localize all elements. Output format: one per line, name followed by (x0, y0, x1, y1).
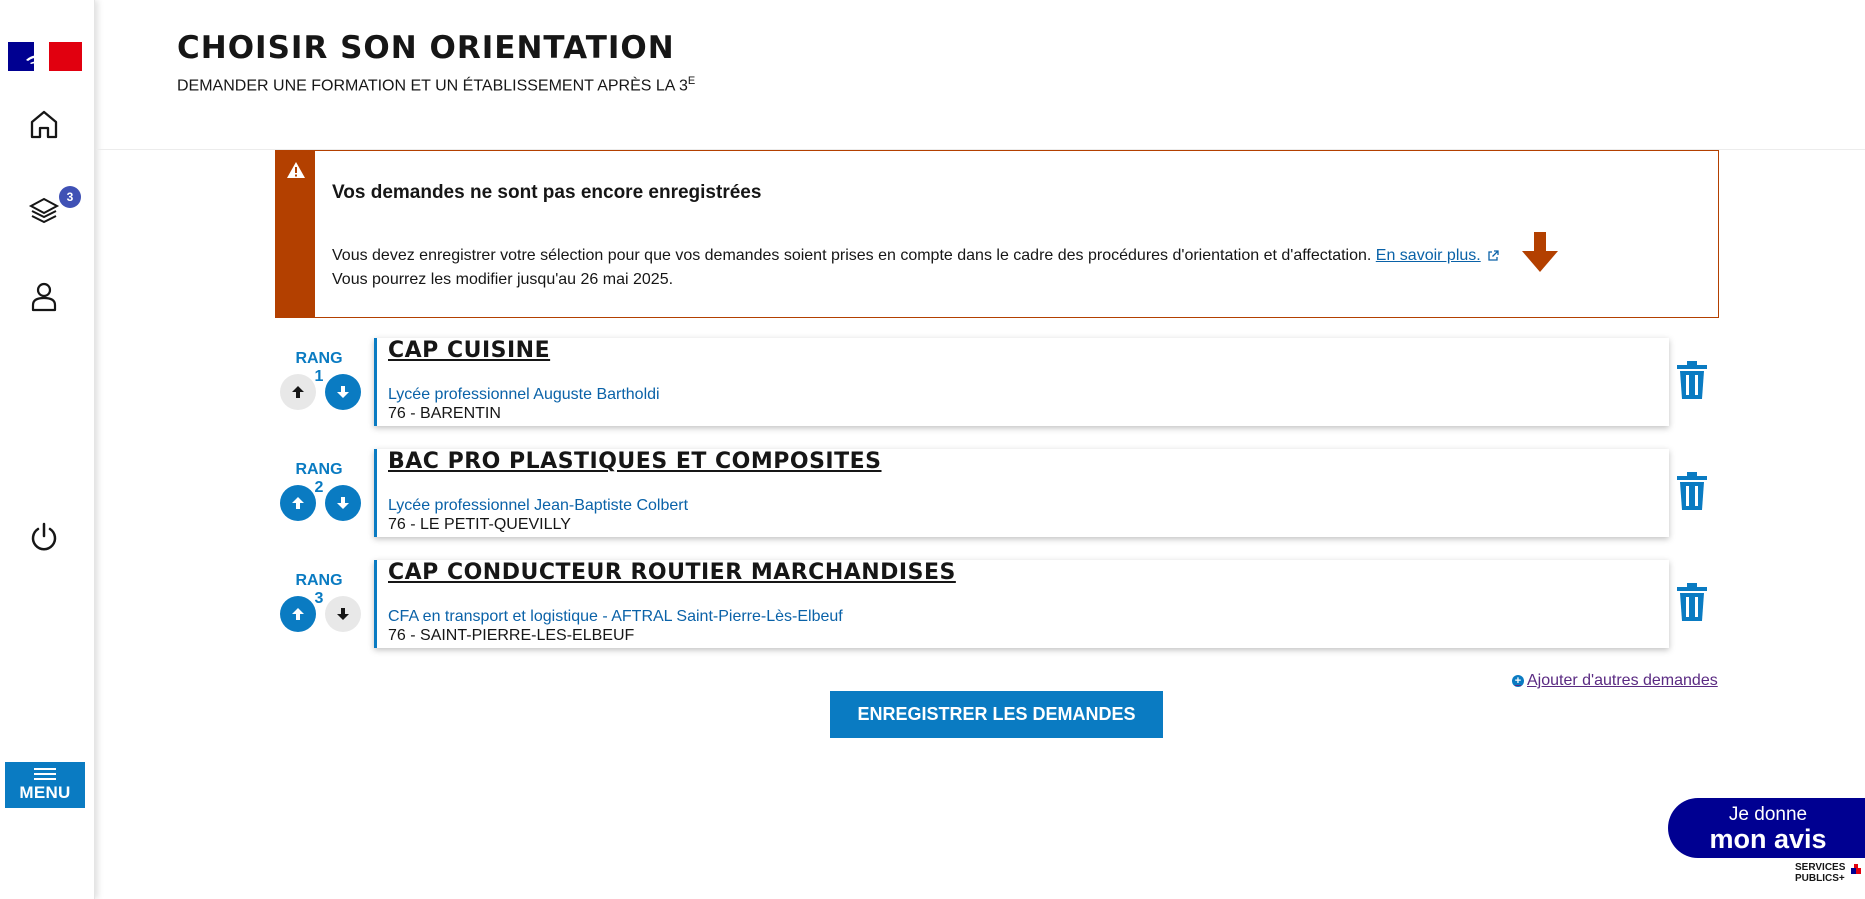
alert-text-line1: Vous devez enregistrer votre sélection pour que vos demandes soient prises en compte dans le cadre des procédures d'orientation et d'affectation. (332, 247, 1372, 264)
menu-label: MENU (19, 782, 71, 802)
arrow-down-icon (335, 384, 351, 400)
feedback-line2: mon avis (1709, 824, 1827, 854)
page-header (96, 0, 1865, 150)
alert-text (332, 244, 1499, 292)
trash-icon[interactable] (1675, 471, 1709, 511)
services-publics-mark-icon (1851, 864, 1861, 878)
marianne-icon (22, 44, 52, 69)
alert-title: Vos demandes ne sont pas encore enregistrées (332, 182, 762, 203)
choice-card (374, 338, 1669, 426)
republique-francaise-logo[interactable] (8, 42, 82, 71)
rank-label: RANG 3 (295, 572, 343, 607)
feedback-button[interactable] (1668, 798, 1865, 858)
services-publics-logo (1795, 862, 1845, 884)
move-down-button[interactable] (325, 374, 361, 410)
sidebar (0, 0, 95, 899)
hamburger-icon (34, 768, 56, 780)
trash-icon[interactable] (1675, 360, 1709, 400)
move-down-button[interactable] (325, 485, 361, 521)
page-subtitle-text: DEMANDER UNE FORMATION ET UN ÉTABLISSEMENT APRÈS LA 3 (177, 77, 688, 95)
plus-circle-icon: + (1512, 675, 1524, 687)
move-up-button[interactable] (280, 374, 316, 410)
arrow-down-icon (335, 606, 351, 622)
add-more-label: Ajouter d'autres demandes (1527, 672, 1718, 689)
arrow-down-icon (335, 495, 351, 511)
arrow-down-icon (1520, 231, 1560, 273)
choice-card (374, 449, 1669, 537)
choice-card (374, 560, 1669, 648)
school-name: CFA en transport et logistique - AFTRAL Saint-Pierre-Lès-Elbeuf (388, 608, 843, 625)
home-icon[interactable] (26, 106, 62, 142)
page-subtitle-sup: E (687, 75, 696, 87)
learn-more-link[interactable]: En savoir plus. (1375, 247, 1481, 264)
move-up-button[interactable] (280, 485, 316, 521)
menu-button[interactable] (5, 762, 85, 808)
school-city: 76 - LE PETIT-QUEVILLY (388, 516, 571, 533)
alert-text-line2: Vous pourrez les modifier jusqu'au 26 mai 2025. (332, 271, 674, 288)
move-up-button[interactable] (280, 596, 316, 632)
school-name: Lycée professionnel Auguste Bartholdi (388, 386, 660, 403)
services-publics-line1: SERVICES (1795, 862, 1846, 873)
add-more-requests-link[interactable] (1512, 672, 1718, 690)
rank-label: RANG 1 (295, 350, 343, 385)
school-name: Lycée professionnel Jean-Baptiste Colbert (388, 497, 689, 514)
trash-icon[interactable] (1675, 582, 1709, 622)
selection-count-badge: 3 (59, 186, 81, 208)
page-subtitle (177, 75, 695, 95)
unsaved-warning-alert (275, 150, 1719, 318)
warning-icon (286, 161, 306, 179)
move-down-button[interactable] (325, 596, 361, 632)
page-title: CHOISIR SON ORIENTATION (177, 30, 675, 66)
rank-label: RANG 2 (295, 461, 343, 496)
alert-band (276, 151, 315, 317)
choice-row (275, 338, 1725, 428)
layers-icon[interactable] (26, 192, 62, 228)
school-city: 76 - SAINT-PIERRE-LES-ELBEUF (388, 627, 635, 644)
choice-row (275, 449, 1725, 539)
user-icon[interactable] (26, 278, 62, 314)
arrow-up-icon (290, 384, 306, 400)
school-city: 76 - BARENTIN (388, 405, 501, 422)
choice-row (275, 560, 1725, 650)
logout-power-icon[interactable] (26, 519, 62, 555)
services-publics-line2: PUBLICS+ (1795, 873, 1845, 884)
external-link-icon (1487, 250, 1499, 262)
arrow-up-icon (290, 606, 306, 622)
save-requests-button[interactable]: ENREGISTRER LES DEMANDES (830, 691, 1163, 738)
feedback-line1: Je donne (1728, 804, 1808, 825)
formation-title[interactable]: CAP CONDUCTEUR ROUTIER MARCHANDISES (388, 560, 956, 585)
arrow-up-icon (290, 495, 306, 511)
formation-title[interactable]: BAC PRO PLASTIQUES ET COMPOSITES (388, 449, 882, 474)
formation-title[interactable]: CAP CUISINE (388, 338, 551, 363)
